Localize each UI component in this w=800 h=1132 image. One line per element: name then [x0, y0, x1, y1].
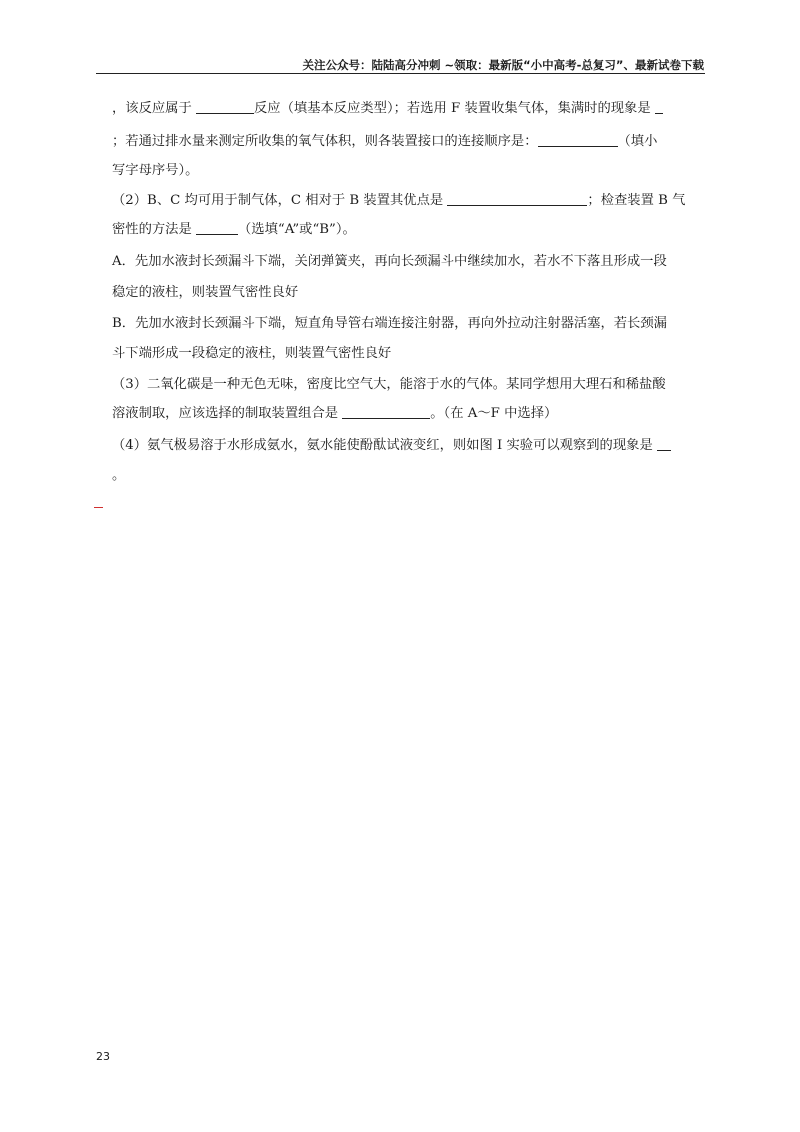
line-text: （选填“A”或“B”）。 — [238, 222, 356, 237]
question-3-line-1 — [112, 375, 712, 395]
page-number: 23 — [96, 1050, 110, 1063]
line-text: 反应（填基本反应类型）；若选用 F 装置收集气体，集满时的现象是 — [254, 101, 655, 116]
red-edit-mark — [94, 507, 103, 508]
question-4-line-1 — [112, 436, 712, 456]
line-text: 稳定的液柱，则装置气密性良好 — [112, 285, 299, 300]
answer-blank — [655, 99, 663, 114]
line-text: 。（在 A～F 中选择） — [430, 406, 558, 421]
line-text: ，该反应属于 — [112, 101, 197, 116]
line-text: 。 — [112, 468, 126, 483]
line-text: ；若通过排水量来测定所收集的氧气体积，则各装置接口的连接顺序是： — [112, 134, 538, 149]
answer-blank — [657, 436, 671, 451]
line-text: （填小 — [617, 134, 658, 149]
line-text: B．先加水液封长颈漏斗下端，短直角导管右端连接注射器，再向外拉动注射器活塞，若长颈漏 — [112, 316, 667, 331]
line-text: （4）氨气极易溶于水形成氨水，氨水能使酚酞试液变红，则如图 I 实验可以观察到的现象是 — [112, 438, 657, 453]
option-b-line-2 — [112, 344, 712, 364]
text-line — [112, 161, 712, 181]
line-text: （3）二氧化碳是一种无色无味，密度比空气大，能溶于水的气体。某同学想用大理石和稀盐酸 — [112, 377, 666, 392]
text-line — [112, 99, 712, 119]
line-text: 溶液制取，应该选择的制取装置组合是 — [112, 406, 343, 421]
text-line — [112, 191, 712, 211]
answer-blank — [196, 99, 254, 114]
line-text: A．先加水液封长颈漏斗下端，关闭弹簧夹，再向长颈漏斗中继续加水，若水不下落且形成一段 — [112, 254, 667, 269]
answer-blank — [538, 132, 618, 147]
question-4-line-2 — [112, 466, 712, 486]
answer-blank — [196, 220, 238, 235]
text-line — [112, 220, 712, 240]
text-line — [112, 132, 712, 152]
line-text: ；检查装置 B 气 — [587, 193, 686, 208]
line-text: （2）B、C 均可用于制气体，C 相对于 B 装置其优点是 — [112, 193, 448, 208]
line-text: 写字母序号）。 — [112, 163, 199, 178]
option-a-line-1 — [112, 252, 712, 272]
page-header: 关注公众号：陆陆高分冲刺 ~领取：最新版“小中高考-总复习”、最新试卷下载 — [302, 58, 704, 72]
option-a-line-2 — [112, 283, 712, 303]
question-3-line-2 — [112, 404, 712, 424]
option-b-line-1 — [112, 314, 712, 334]
answer-blank — [447, 191, 587, 206]
line-text: 斗下端形成一段稳定的液柱，则装置气密性良好 — [112, 346, 392, 361]
answer-blank — [342, 404, 430, 419]
line-text: 密性的方法是 — [112, 222, 197, 237]
